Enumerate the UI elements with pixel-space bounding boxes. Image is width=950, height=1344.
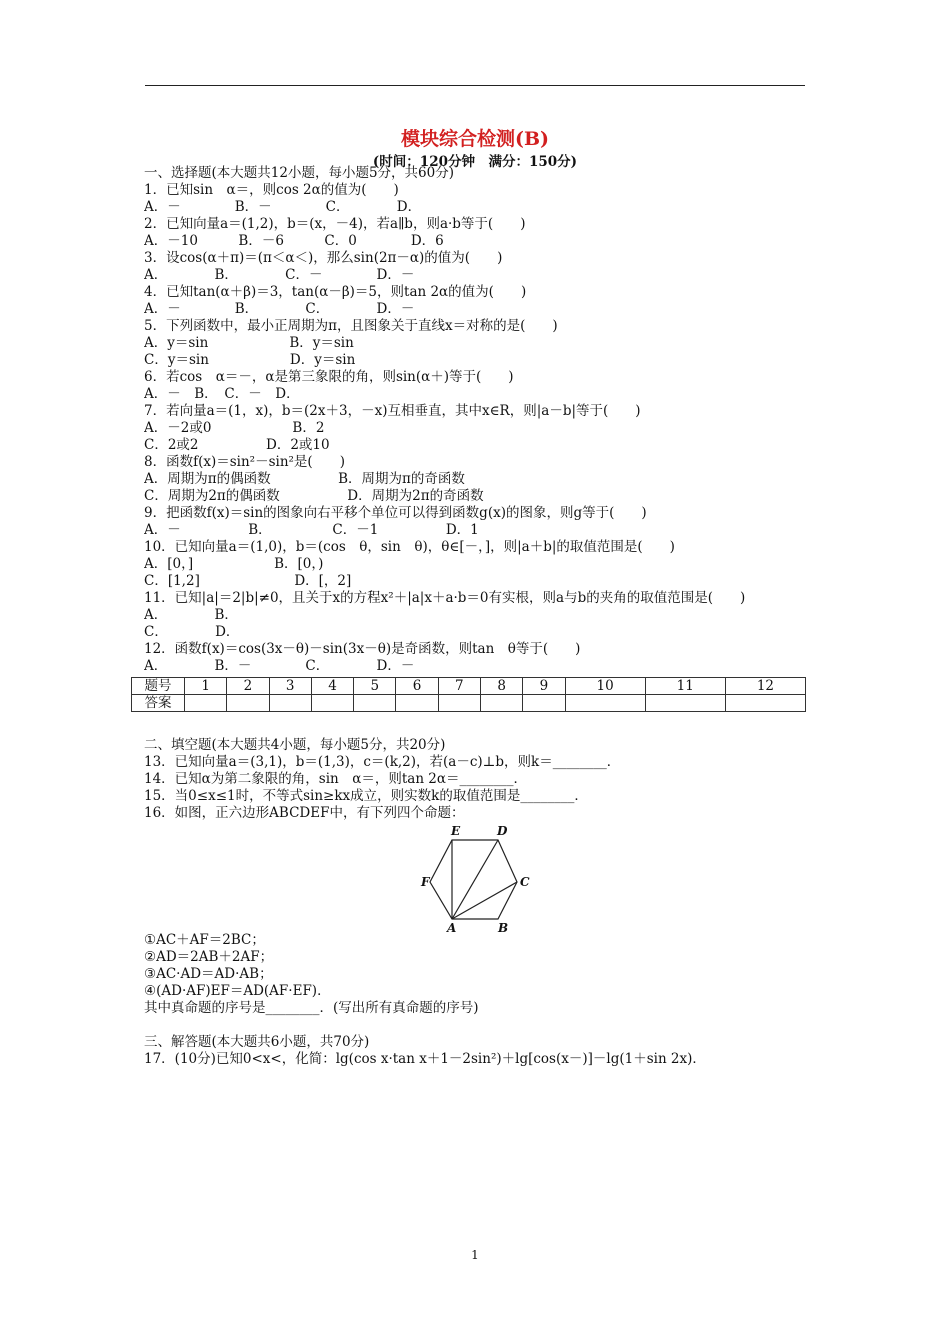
- question-line: A．－10 B．－6 C．0 D．6: [144, 233, 444, 249]
- answer-cell[interactable]: [354, 695, 396, 712]
- question-11: 11．已知|a|＝2|b|≠0，且关于x的方程x²＋|a|x＋a·b＝0有实根，则a与b的夹角的取值范围是( ): [144, 590, 746, 606]
- question-line: 15．当0≤x≤1时，不等式sin≥kx成立，则实数k的取值范围是________．: [144, 788, 588, 804]
- question-number-cell: 1: [185, 678, 227, 695]
- question-line: 1．已知sin α＝，则cos 2α的值为( ): [144, 182, 399, 198]
- vertex-label-d: D: [497, 824, 508, 838]
- question-line: A． B．: [144, 607, 238, 623]
- answer-cell[interactable]: [438, 695, 480, 712]
- question-line: 14．已知α为第二象限的角，sin α＝，则tan 2α＝________．: [144, 771, 528, 787]
- question-line: 5．下列函数中，最小正周期为π，且图象关于直线x＝对称的是( ): [144, 318, 558, 334]
- answer-table: [131, 677, 806, 712]
- page-title: 模块综合检测(B): [400, 128, 550, 150]
- question-line: 7．若向量a＝(1，x)，b＝(2x＋3，－x)互相垂直，其中x∈R，则|a－b|等于( ): [144, 403, 641, 419]
- answer-cell[interactable]: [269, 695, 311, 712]
- vertex-label-f: F: [421, 875, 430, 889]
- question-line: 13．已知向量a＝(3,1)，b＝(1,3)，c＝(k,2)，若(a－c)⊥b，则k＝________．: [144, 754, 621, 770]
- question-number-cell: 10: [565, 678, 645, 695]
- question-line: A．y＝sin B．y＝sin: [144, 335, 354, 351]
- exam-content: [144, 165, 816, 1068]
- section2-propositions: [144, 932, 816, 1017]
- proposition-line: ④(AD·AF)EF＝AD(AF·EF)．: [144, 983, 331, 999]
- question-line: A．[0，] B．[0，): [144, 556, 324, 572]
- answer-cell[interactable]: [523, 695, 565, 712]
- section-heading: 一、选择题(本大题共12小题，每小题5分，共60分): [144, 165, 454, 181]
- vertex-label-e: E: [451, 824, 461, 838]
- question-line: 6．若cos α＝－，α是第三象限的角，则sin(α＋)等于( ): [144, 369, 514, 385]
- answer-cell[interactable]: [565, 695, 645, 712]
- section-heading: 三、解答题(本大题共6小题，共70分): [144, 1034, 370, 1050]
- question-line: A． B．－ C． D．－: [144, 658, 415, 674]
- question-line: A．周期为π的偶函数 B．周期为π的奇函数: [144, 471, 465, 487]
- question-number-cell: 7: [438, 678, 480, 695]
- row-header: 题号: [132, 678, 185, 695]
- section-heading: 二、填空题(本大题共4小题，每小题5分，共20分): [144, 737, 446, 753]
- question-number-cell: 3: [269, 678, 311, 695]
- answer-cell[interactable]: [227, 695, 269, 712]
- header-rule: [145, 85, 805, 86]
- page-subtitle: (时间：120分钟 满分：150分): [372, 154, 578, 170]
- question-line: C． D．: [144, 624, 240, 640]
- hexagon-figure: [144, 822, 816, 932]
- question-line: A．－ B． C． D．－: [144, 301, 415, 317]
- question-line: 10．已知向量a＝(1,0)，b＝(cos θ，sin θ)，θ∈[－，]，则|a＋b|的取值范围是( ): [144, 539, 675, 555]
- answer-cell[interactable]: [311, 695, 353, 712]
- question-line: 12．函数f(x)＝cos(3x－θ)－sin(3x－θ)是奇函数，则tan θ等于( ): [144, 641, 581, 657]
- question-line: C．y＝sin D．y＝sin: [144, 352, 356, 368]
- section2-lines: [144, 754, 816, 822]
- question-line: A．－2或0 B．2: [144, 420, 325, 436]
- section1-lines-after: [144, 607, 816, 675]
- answer-table-answer-row: [132, 695, 806, 712]
- question-number-cell: 9: [523, 678, 565, 695]
- question-line: 9．把函数f(x)＝sin的图象向右平移个单位可以得到函数g(x)的图象，则g等于( ): [144, 505, 647, 521]
- question-line: 4．已知tan(α＋β)＝3，tan(α－β)＝5，则tan 2α的值为( ): [144, 284, 527, 300]
- vertex-label-c: C: [520, 875, 530, 889]
- question-number-cell: 11: [645, 678, 725, 695]
- question-line: A．－ B．－ C． D．: [144, 199, 422, 215]
- vertex-label-a: A: [447, 921, 457, 932]
- question-number-cell: 5: [354, 678, 396, 695]
- question-line: 16．如图，正六边形ABCDEF中，有下列四个命题：: [144, 805, 465, 821]
- question-number-cell: 2: [227, 678, 269, 695]
- question-line: A．－ B． C．－1 D．1: [144, 522, 479, 538]
- question-line: C．[1,2] D．[，2]: [144, 573, 352, 589]
- question-number-cell: 8: [480, 678, 522, 695]
- question-number-cell: 6: [396, 678, 438, 695]
- question-line: 2．已知向量a＝(1,2)，b＝(x，－4)，若a∥b，则a·b等于( ): [144, 216, 526, 232]
- answer-header: 答案: [132, 695, 185, 712]
- question-number-cell: 12: [725, 678, 805, 695]
- question-number-cell: 4: [311, 678, 353, 695]
- question-line: C．2或2 D．2或10: [144, 437, 330, 453]
- proposition-line: ②AD＝2AB＋2AF；: [144, 949, 274, 965]
- question-line: 3．设cos(α＋π)＝(π＜α＜)，那么sin(2π－α)的值为( ): [144, 250, 503, 266]
- section1-lines: [144, 182, 816, 590]
- answer-cell[interactable]: [645, 695, 725, 712]
- question-line: A． B． C．－ D．－: [144, 267, 415, 283]
- hexagon-diagram: [414, 822, 554, 932]
- question-17: 17．(10分)已知0<x<，化简：lg(cos x·tan x＋1－2sin²)＋lg[cos(x－)]－lg(1＋sin 2x)．: [144, 1051, 706, 1067]
- answer-cell[interactable]: [185, 695, 227, 712]
- proposition-line: ③AC·AD＝AD·AB；: [144, 966, 273, 982]
- question-line: C．周期为2π的偶函数 D．周期为2π的奇函数: [144, 488, 484, 504]
- vertex-label-b: B: [498, 921, 509, 932]
- proposition-line: 其中真命题的序号是________．(写出所有真命题的序号): [144, 1000, 479, 1016]
- answer-cell[interactable]: [396, 695, 438, 712]
- proposition-line: ①AC＋AF＝2BC；: [144, 932, 265, 948]
- answer-cell[interactable]: [725, 695, 805, 712]
- question-line: 8．函数f(x)＝sin²－sin²是( ): [144, 454, 345, 470]
- question-line: A．－ B． C．－ D．: [144, 386, 300, 402]
- answer-cell[interactable]: [480, 695, 522, 712]
- page-number: 1: [471, 1248, 479, 1262]
- answer-table-number-row: [132, 678, 806, 695]
